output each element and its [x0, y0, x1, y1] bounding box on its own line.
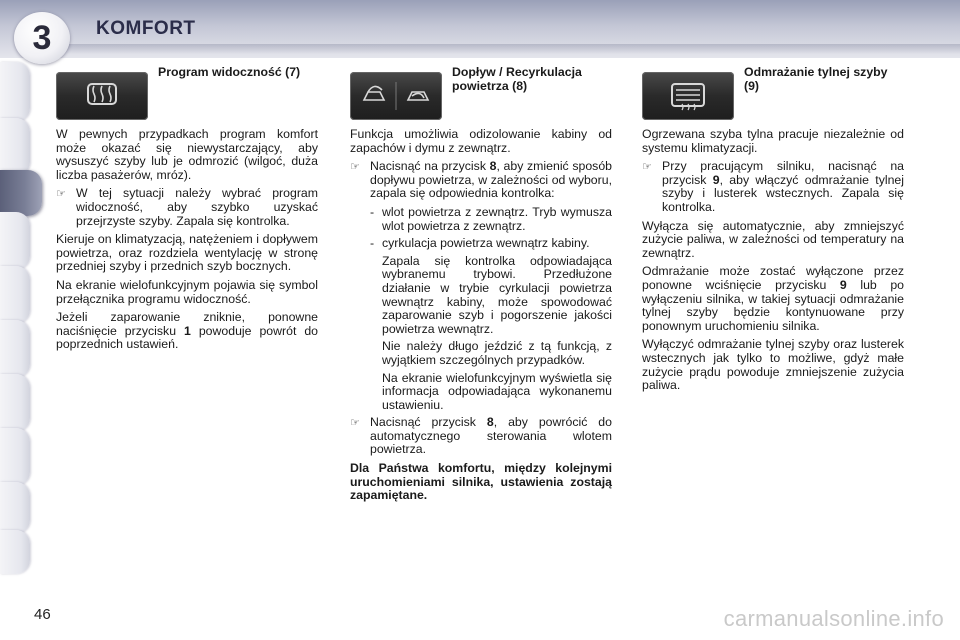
- text-fragment: , aby zmienić sposób dopływu powietrza, w zależności od wyboru, zapala się odpowiednia kontrolka:: [370, 159, 612, 201]
- column-header: [642, 66, 904, 124]
- chapter-tab-1[interactable]: [0, 62, 30, 122]
- sub-paragraph: Na ekranie wielofunkcyjnym wyświetla się informacja odpowiadająca wykonanemu ustawieniu.: [382, 370, 612, 412]
- dash-item: [350, 206, 612, 233]
- memory-note: Dla Państwa komfortu, między kolejnymi uruchomieniami silnika, ustawienia zostają zapamiętane.: [350, 461, 612, 503]
- text-fragment: powoduje powrót do poprzednich ustawień.: [56, 323, 319, 352]
- paragraph: Wyłączyć odmrażanie tylnej szyby oraz lusterek wstecznych jak tylko to możliwe, gdyż małe zużycie prądu powoduje zmniejszenie zużycia paliwa.: [642, 337, 904, 393]
- text-fragment: , aby powrócić do automatycznego sterowania wlotem powietrza.: [370, 415, 612, 457]
- chapter-number: 3: [32, 18, 52, 57]
- column-air-recirculation: [350, 66, 612, 508]
- dash-text: cyrkulacja powietrza wewnątrz kabiny.: [382, 236, 590, 251]
- column-header: [350, 66, 612, 124]
- text-fragment: Jeżeli zaparowanie zniknie, ponowne naciśnięcie przycisku: [56, 310, 318, 338]
- button-number: 8: [486, 415, 494, 430]
- paragraph: Na ekranie wielofunkcyjnym pojawia się symbol przełącznika programu widoczność.: [56, 277, 318, 306]
- bullet-item: [350, 160, 612, 201]
- watermark: carmanualsonline.info: [723, 606, 944, 631]
- bullet-item: [56, 187, 318, 228]
- page-title: KOMFORT: [96, 18, 196, 39]
- column-header: [56, 66, 318, 124]
- pointing-hand-icon: ☞: [642, 160, 652, 174]
- chapter-tab-7[interactable]: [0, 374, 30, 432]
- header-shadow: [60, 44, 960, 54]
- page-number: 46: [34, 606, 51, 623]
- pointing-hand-icon: ☞: [350, 416, 360, 430]
- air-recirculation-icon: [350, 72, 442, 120]
- paragraph: [642, 265, 904, 333]
- column-visibility-program: [56, 66, 318, 357]
- paragraph: Wyłącza się automatycznie, aby zmniejszyć zużycie paliwa, w zależności od temperatury na zewnątrz.: [642, 218, 904, 260]
- paragraph: W pewnych przypadkach program komfort może okazać się niewystarczający, aby wysuszyć szyby lub je odmrozić (wilgoć, duża liczba pasażerów, mróz).: [56, 127, 318, 182]
- button-number: 9: [712, 172, 720, 187]
- section-title: Odmrażanie tylnej szyby (9): [744, 65, 888, 93]
- windshield-defrost-icon: [56, 72, 148, 120]
- chapter-tab-10[interactable]: [0, 530, 30, 574]
- sub-paragraph: Nie należy długo jeździć z tą funkcją, z wyjątkiem szczególnych przypadków.: [382, 339, 612, 367]
- section-title: Dopływ / Recyrkulacja powietrza (8): [452, 65, 582, 93]
- chapter-tab-6[interactable]: [0, 320, 30, 378]
- text-fragment: Nacisnąć przycisk: [370, 415, 487, 430]
- chapter-tab-9[interactable]: [0, 482, 30, 534]
- text-fragment: Nacisnąć na przycisk: [370, 159, 490, 174]
- text-fragment: lub po wyłączeniu silnika, w takiej sytuacji odmrażanie tylnej szyby będzie kontynuowane przy ponownym uruchomieniu silnika.: [642, 277, 904, 333]
- sub-paragraph: Zapala się kontrolka odpowiadająca wybranemu trybowi. Przedłużone działanie w trybie cyrkulacji powietrza wewnątrz kabiny, może spowodować zaparowanie szyb i pogorszenie jakości powietrza wewnątrz.: [382, 253, 612, 336]
- chapter-tab-2[interactable]: [0, 118, 30, 176]
- chapter-tab-4[interactable]: [0, 212, 30, 270]
- bullet-item: [642, 160, 904, 214]
- chapter-tab-3-active[interactable]: [0, 170, 42, 216]
- column-rear-window-defrost: [642, 66, 904, 398]
- chapter-tab-5[interactable]: [0, 266, 30, 324]
- chapter-badge: [14, 12, 70, 64]
- paragraph: Funkcja umożliwia odizolowanie kabiny od zapachów i dymu z zewnątrz.: [350, 127, 612, 155]
- paragraph: Kieruje on klimatyzacją, natężeniem i dopływem powietrza, oraz rozdziela wentylację w stronę przedniej szyby i przednich szyb bocznych.: [56, 232, 318, 274]
- button-number: 1: [184, 323, 191, 338]
- button-number: 9: [839, 277, 847, 292]
- text-fragment: Przy pracującym silniku, nacisnąć na przycisk: [662, 159, 904, 187]
- dash-item: [350, 237, 612, 251]
- paragraph: [56, 311, 318, 352]
- paragraph: Ogrzewana szyba tylna pracuje niezależnie od systemu klimatyzacji.: [642, 127, 904, 155]
- section-title: Program widoczność (7): [158, 65, 301, 79]
- chapter-tab-8[interactable]: [0, 428, 30, 486]
- rear-window-defrost-icon: [642, 72, 734, 120]
- dash-marker: -: [370, 204, 375, 219]
- bullet-text: W tej sytuacji należy wybrać program widoczność, aby szybko uzyskać przejrzyste szyby. Zapala się kontrolka.: [76, 186, 318, 228]
- pointing-hand-icon: ☞: [56, 187, 66, 201]
- text-fragment: , aby włączyć odmrażanie tylnej szyby i lusterek wstecznych. Zapala się kontrolka.: [662, 172, 905, 214]
- pointing-hand-icon: ☞: [350, 160, 360, 174]
- dash-marker: -: [370, 236, 375, 251]
- button-number: 8: [489, 159, 497, 174]
- text-fragment: Odmrażanie może zostać wyłączone przez ponowne wciśnięcie przycisku: [642, 264, 904, 292]
- dash-text: wlot powietrza z zewnątrz. Tryb wymusza wlot powietrza z zewnątrz.: [382, 204, 612, 233]
- bullet-item: [350, 416, 612, 457]
